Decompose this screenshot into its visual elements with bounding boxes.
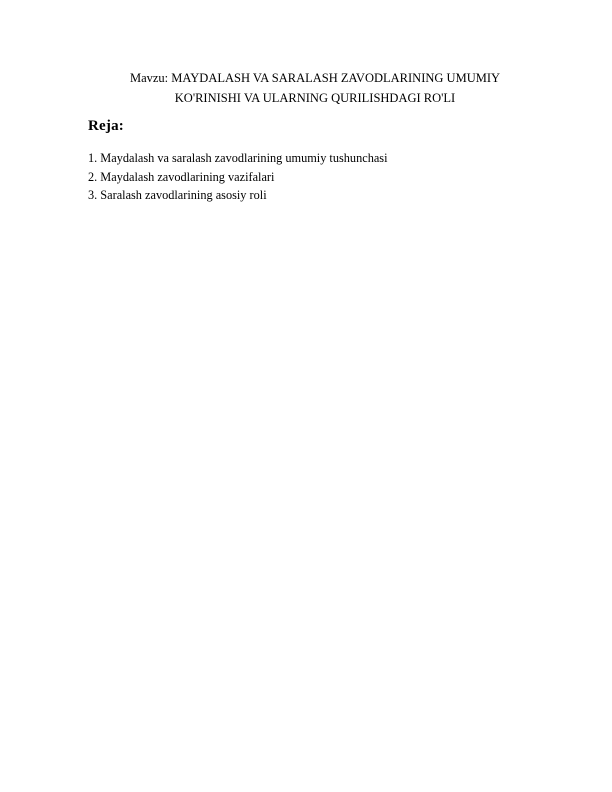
outline-list [88, 149, 548, 205]
list-item: 2. Maydalash zavodlarining vazifalari [88, 169, 275, 184]
list-item: 3. Saralash zavodlarining asosiy roli [88, 188, 267, 202]
document-title-line-1: Mavzu: MAYDALASH VA SARALASH ZAVODLARINING UMUMIY [129, 71, 501, 85]
document-title-line-2: KO'RINISHI VA ULARNING QURILISHDAGI RO'LI [174, 91, 456, 105]
section-heading-reja: Reja: [88, 118, 124, 134]
list-item: 1. Maydalash va saralash zavodlarining umumiy tushunchasi [88, 151, 388, 165]
document-title [90, 68, 540, 108]
